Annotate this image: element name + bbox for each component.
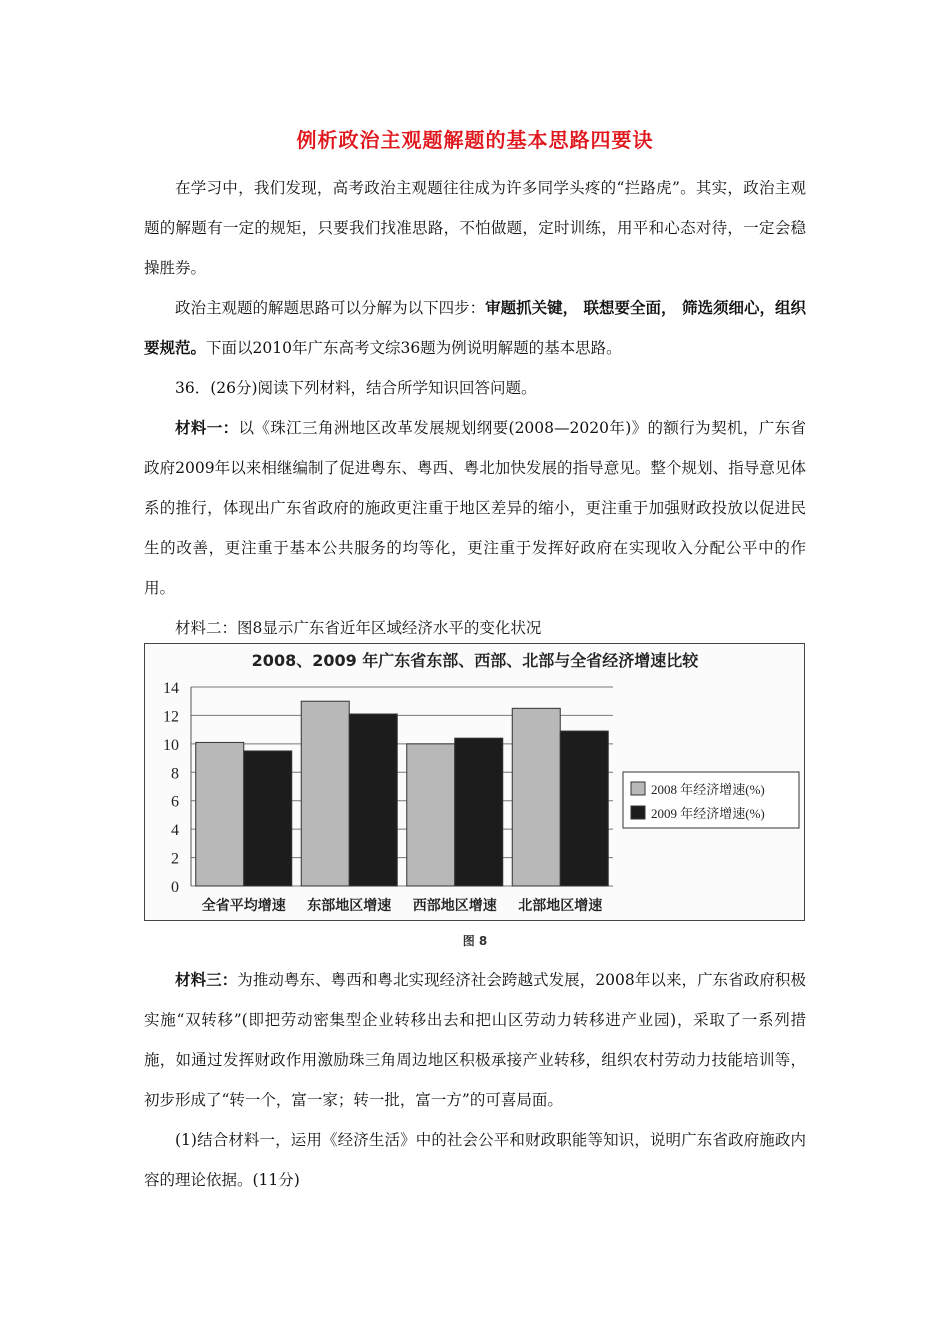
intro-paragraph: 在学习中，我们发现，高考政治主观题往往成为许多同学头疼的“拦路虎”。其实，政治主观题的解题有一定的规矩，只要我们找准思路，不怕做题，定时训练，用平和心态对待，一定会稳操胜券。 bbox=[144, 179, 806, 277]
bar-2009-3 bbox=[560, 731, 608, 886]
y-tick-label: 14 bbox=[163, 680, 179, 697]
chart-legend bbox=[623, 772, 799, 828]
y-tick-label: 8 bbox=[171, 765, 179, 783]
x-tick-label: 北部地区增速 bbox=[518, 898, 603, 914]
chart-svg bbox=[145, 644, 803, 919]
legend-label: 2008 年经济增速(%) bbox=[651, 782, 765, 797]
bar-2008-1 bbox=[301, 701, 349, 886]
bar-2008-0 bbox=[196, 742, 244, 886]
steps-bold: 审题抓关键， 联想要全面， 筛选须细心，组织要规范。 bbox=[144, 298, 806, 357]
y-tick-label: 10 bbox=[163, 736, 179, 754]
y-tick-label: 6 bbox=[171, 793, 179, 811]
legend-label: 2009 年经济增速(%) bbox=[651, 806, 765, 821]
material3-label: 材料三： bbox=[175, 970, 238, 989]
chart-title: 2008、2009 年广东省东部、西部、北部与全省经济增速比较 bbox=[251, 651, 699, 670]
legend-swatch bbox=[631, 806, 645, 819]
x-tick-label: 东部地区增速 bbox=[307, 898, 392, 914]
x-tick-labels bbox=[202, 897, 603, 914]
lower-block bbox=[144, 960, 806, 1200]
material3-paragraph bbox=[144, 960, 806, 1120]
material2-paragraph: 材料二：图8显示广东省近年区域经济水平的变化状况 bbox=[175, 619, 542, 637]
bar-2009-1 bbox=[349, 714, 397, 886]
y-tick-label: 12 bbox=[163, 708, 179, 726]
bars bbox=[196, 701, 609, 886]
y-tick-labels bbox=[163, 680, 179, 896]
bar-2009-0 bbox=[244, 751, 292, 886]
y-tick-label: 4 bbox=[171, 822, 179, 840]
x-tick-label: 全省平均增速 bbox=[201, 898, 286, 914]
steps-prefix: 政治主观题的解题思路可以分解为以下四步： bbox=[175, 299, 486, 317]
document-title: 例析政治主观题解题的基本思路四要诀 bbox=[296, 128, 654, 152]
steps-suffix: 下面以2010年广东高考文综36题为例说明解题的基本思路。 bbox=[206, 339, 622, 357]
question-header: 36．(26分)阅读下列材料，结合所学知识回答问题。 bbox=[175, 379, 537, 397]
material3-text: 为推动粤东、粤西和粤北实现经济社会跨越式发展，2008年以来，广东省政府积极实施“双转移”(即把劳动密集型企业转移出去和把山区劳动力转移进产业园)，采取了一系列措施，如通过发挥财政作用激励珠三角周边地区积极承接产业转移，组织农村劳动力技能培训等，初步形成了“转一个，富一家；转一批，富一方”的可喜局面。 bbox=[144, 971, 806, 1109]
figure-caption: 图 8 bbox=[462, 934, 488, 948]
steps-paragraph bbox=[144, 288, 806, 368]
material1-text: 以《珠江三角洲地区改革发展规划纲要(2008—2020年)》的额行为契机，广东省政府2009年以来相继编制了促进粤东、粤西、粤北加快发展的指导意见。整个规划、指导意见体系的推行，体现出广东省政府的施政更注重于地区差异的缩小，更注重于加强财政投放以促进民生的改善，更注重于基本公共服务的均等化，更注重于发挥好政府在实现收入分配公平中的作用。 bbox=[144, 419, 806, 597]
material1-label: 材料一： bbox=[175, 418, 239, 437]
bar-2009-2 bbox=[455, 738, 503, 886]
y-tick-label: 2 bbox=[171, 850, 179, 868]
material1-paragraph bbox=[144, 408, 806, 608]
legend-swatch bbox=[631, 782, 645, 795]
x-tick-label: 西部地区增速 bbox=[412, 898, 497, 914]
sub-question-1: (1)结合材料一，运用《经济生活》中的社会公平和财政职能等知识，说明广东省政府施政内容的理论依据。(11分) bbox=[144, 1131, 806, 1189]
intro-block bbox=[144, 168, 806, 648]
bar-2008-2 bbox=[407, 744, 455, 886]
bar-2008-3 bbox=[512, 708, 560, 886]
figure-8-chart bbox=[144, 643, 805, 921]
y-tick-label: 0 bbox=[171, 879, 179, 896]
